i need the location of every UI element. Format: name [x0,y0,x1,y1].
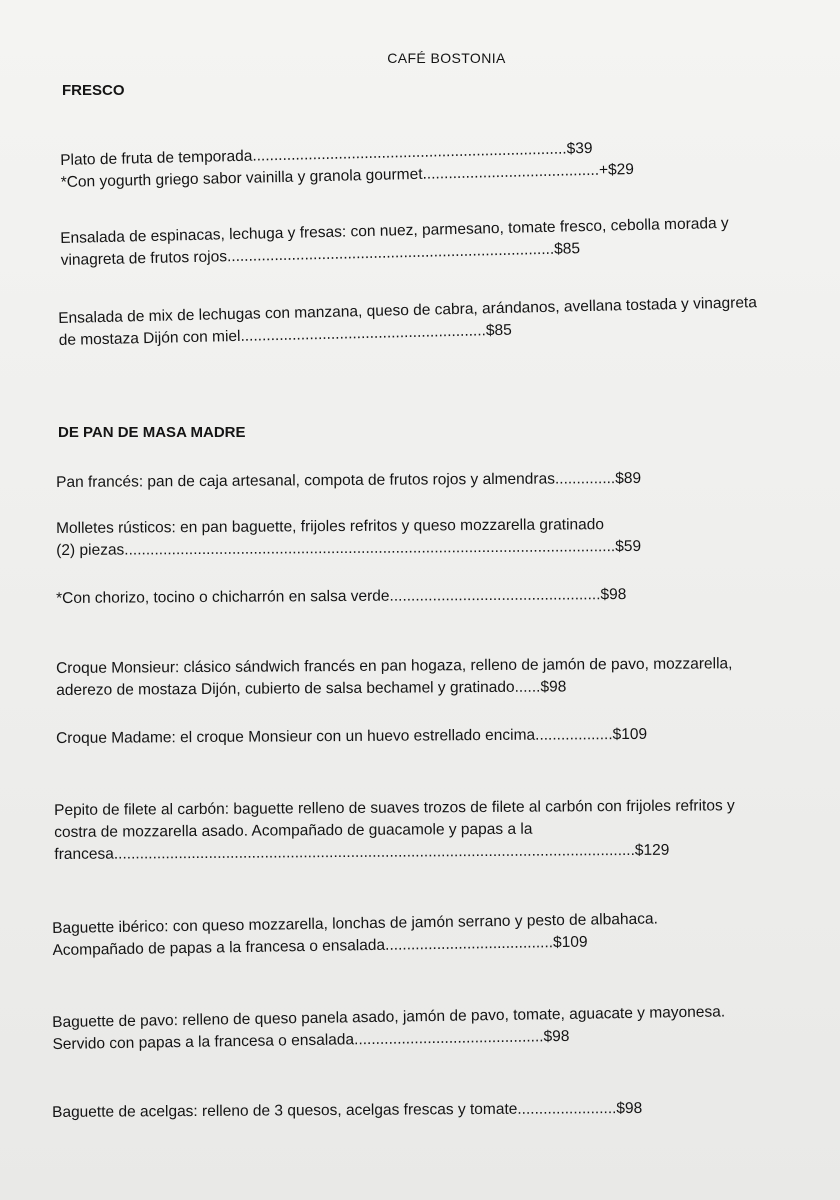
item-line: aderezo de mostaza Dijón, cubierto de salsa bechamel y gratinado......$98 [56,678,567,699]
menu-item [54,795,735,866]
item-line: *Con yogurth griego sabor vainilla y granola gourmet.........................................+$29 [60,160,635,191]
menu-item [52,908,658,962]
item-line: Pepito de filete al carbón: baguette relleno de suaves trozos de filete al carbón con frijoles refritos y [54,797,735,819]
item-line: Pan francés: pan de caja artesanal, compota de frutos rojos y almendras..............$89 [56,469,642,491]
item-line: vinagreta de frutos rojos............................................................................$85 [60,240,581,269]
section-heading-fresco: FRESCO [62,82,125,99]
item-line: de mostaza Dijón con miel.........................................................$85 [58,321,512,349]
menu-item [56,514,641,562]
item-line: Baguette de acelgas: relleno de 3 quesos, acelgas frescas y tomate.......................$98 [52,1099,643,1121]
item-line: Molletes rústicos: en pan baguette, frijoles refritos y queso mozzarella gratinado [56,516,605,537]
menu-item [52,1001,726,1056]
menu-item [56,653,733,702]
item-line: Plato de fruta de temporada.........................................................................$39 [60,139,593,169]
menu-item [60,213,729,272]
item-line: (2) piezas..................................................................................................................$59 [56,537,642,559]
item-line: francesa.........................................................................................................................$129 [54,841,670,863]
item-line: Ensalada de mix de lechugas con manzana, queso de cabra, arándanos, avellana tostada y vinagreta [58,294,758,327]
item-line: Servido con papas a la francesa o ensalada............................................$98 [52,1027,570,1053]
item-line: costra de mozzarella asado. Acompañado de guacamole y papas a la [54,820,533,841]
item-line: Croque Madame: el croque Monsieur con un huevo estrellado encima..................$109 [56,725,648,747]
page-title: CAFÉ BOSTONIA [387,50,506,66]
menu-item [56,468,641,494]
menu-item [60,137,634,194]
menu-item [58,292,758,352]
item-line: Croque Monsieur: clásico sándwich francés en pan hogaza, relleno de jamón de pavo, mozzarella, [56,655,733,677]
menu-item [56,724,647,750]
item-line: Ensalada de espinacas, lechuga y fresas: con nuez, parmesano, tomate fresco, cebolla morada y [60,214,729,247]
item-line: Acompañado de papas a la francesa o ensalada.......................................$109 [52,933,588,959]
menu-item [56,584,626,610]
item-line: Baguette de pavo: relleno de queso panela asado, jamón de pavo, tomate, aguacate y mayonesa. [52,1003,726,1031]
item-line: Baguette ibérico: con queso mozzarella, lonchas de jamón serrano y pesto de albahaca. [52,910,658,937]
item-line: *Con chorizo, tocino o chicharrón en salsa verde.................................................$98 [56,586,627,607]
section-heading-pan-masa-madre: DE PAN DE MASA MADRE [58,424,246,441]
menu-item [52,1098,642,1124]
